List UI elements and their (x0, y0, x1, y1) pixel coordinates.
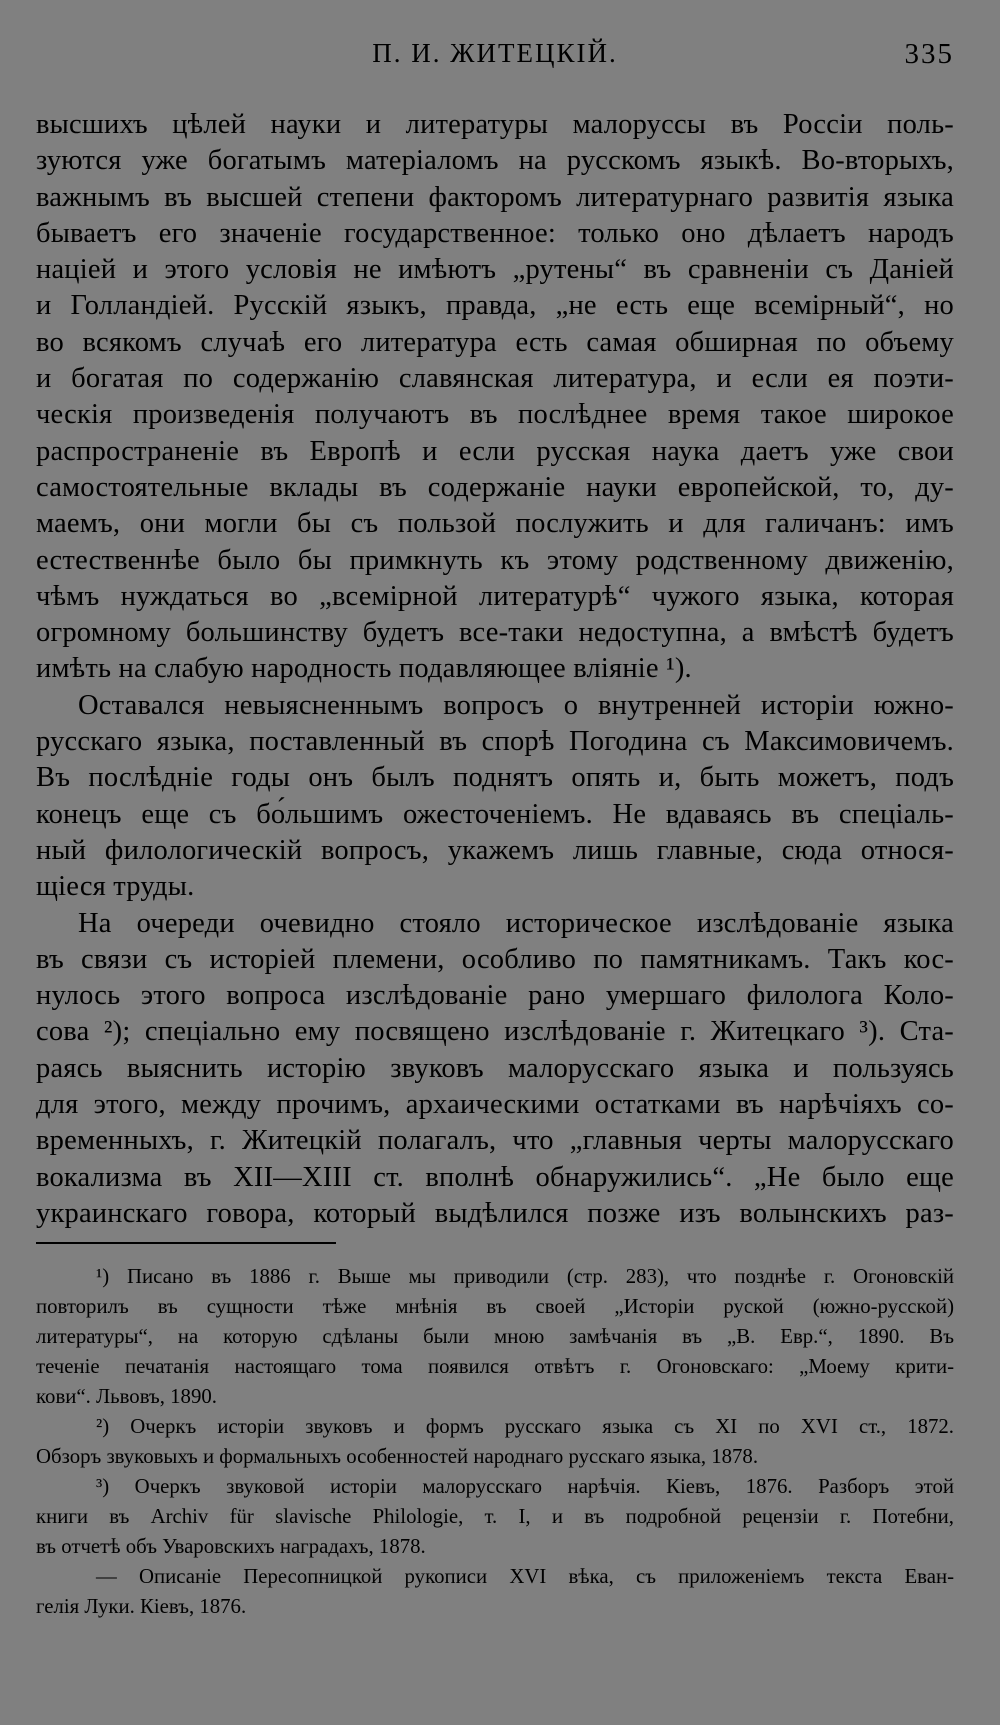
text-line: щіеся труды. (36, 871, 195, 903)
body-text (36, 107, 954, 1232)
text-line: конецъ еще съ бо́льшимъ ожесточеніемъ. Не вдаваясь въ спеціаль- (36, 798, 954, 830)
text-line: и богатая по содержанію славянская литература, и если ея поэти- (36, 363, 954, 395)
text-line: націей и этого условія не имѣютъ „рутены“ въ сравненіи съ Даніей (36, 254, 954, 286)
text-line: украинскаго говора, который выдѣлился позже изъ волынскихъ раз- (36, 1197, 954, 1229)
text-line: маемъ, они могли бы съ пользой послужить и для галичанъ: имъ (36, 508, 954, 540)
text-line: раясь выяснить исторію звуковъ малорусскаго языка и пользуясь (36, 1052, 954, 1084)
text-line: высшихъ цѣлей науки и литературы малоруссы въ Россіи поль- (36, 109, 954, 140)
paragraph-1 (36, 107, 954, 688)
footnote-4 (36, 1562, 954, 1622)
text-line: распространеніе въ Европѣ и если русская наука даетъ уже свои (36, 435, 954, 467)
text-line: временныхъ, г. Житецкій полагалъ, что „главныя черты малорусскаго (36, 1125, 954, 1157)
footnote-divider (36, 1242, 336, 1244)
text-line: огромному большинству будетъ все-таки недоступна, а вмѣстѣ будетъ (36, 617, 954, 649)
text-line: въ связи съ исторіей племени, особливо по памятникамъ. Такъ кос- (36, 943, 954, 975)
footnote-line: Обзоръ звуковыхъ и формальныхъ особенностей народнаго русскаго языка, 1878. (36, 1445, 759, 1469)
text-line: сова ²); спеціально ему посвящено изслѣдованіе г. Житецкаго ³). Ста- (36, 1016, 954, 1048)
footnote-line: ³) Очеркъ звуковой исторіи малорусскаго нарѣчія. Кіевъ, 1876. Разборъ этой (96, 1475, 954, 1499)
text-line: вокализма въ XII—XIII ст. вполнѣ обнаружились“. „Не было еще (36, 1161, 954, 1193)
paragraph-2 (36, 688, 954, 906)
footnote-line: въ отчетѣ объ Уваровскихъ наградахъ, 1878. (36, 1535, 426, 1559)
footnote-line: книги въ Archiv für slavische Philologie, т. I, и въ подробной рецензіи г. Потебни, (36, 1505, 954, 1529)
page-header (36, 38, 954, 78)
text-line: бываетъ его значеніе государственное: только оно дѣлаетъ народъ (36, 217, 954, 249)
footnote-line: ²) Очеркъ исторіи звуковъ и формъ русскаго языка съ XI по XVI ст., 1872. (96, 1415, 954, 1439)
text-line: Оставался невыясненнымъ вопросъ о внутренней исторіи южно- (78, 689, 954, 721)
text-line: и Голландіей. Русскій языкъ, правда, „не есть еще всемірный“, но (36, 290, 954, 322)
text-line: Въ послѣдніе годы онъ былъ поднятъ опять и, быть можетъ, подъ (36, 762, 954, 794)
footnote-2 (36, 1412, 954, 1472)
text-line: самостоятельные вклады въ содержаніе науки европейской, то, ду- (36, 471, 954, 503)
text-line: нулось этого вопроса изслѣдованіе рано умершаго филолога Коло- (36, 980, 954, 1012)
footnotes (36, 1262, 954, 1622)
footnote-3 (36, 1472, 954, 1562)
footnote-line: литературы“, на которую сдѣланы были мною замѣчанія въ „В. Евр.“, 1890. Въ (36, 1325, 954, 1349)
book-page (36, 38, 954, 1622)
footnote-line: ¹) Писано въ 1886 г. Выше мы приводили (стр. 283), что позднѣе г. Огоновскій (96, 1265, 954, 1289)
text-line: На очереди очевидно стояло историческое изслѣдованіе языка (78, 907, 954, 939)
text-line: для этого, между прочимъ, архаическими остатками въ нарѣчіяхъ со- (36, 1089, 954, 1121)
text-line: имѣть на слабую народность подавляющее вліяніе ¹). (36, 653, 692, 685)
text-line: ный филологическій вопросъ, укажемъ лишь главные, сюда относя- (36, 834, 954, 866)
text-line: ческія произведенія получаютъ въ послѣднее время такое широкое (36, 399, 954, 431)
text-line: во всякомъ случаѣ его литература есть самая обширная по объему (36, 326, 954, 358)
running-head: П. И. ЖИТЕЦКІЙ. (372, 38, 618, 68)
footnote-line: — Описаніе Пересопницкой рукописи XVI вѣка, съ приложеніемъ текста Еван- (96, 1565, 954, 1589)
footnote-line: гелія Луки. Кіевъ, 1876. (36, 1595, 247, 1619)
footnote-1 (36, 1262, 954, 1412)
footnote-line: кови“. Львовъ, 1890. (36, 1385, 217, 1409)
text-line: естественнѣе было бы примкнуть къ этому родственному движенію, (36, 544, 954, 576)
paragraph-3 (36, 906, 954, 1233)
text-line: чѣмъ нуждаться во „всемірной литературѣ“ чужого языка, которая (36, 580, 954, 612)
text-line: важнымъ въ высшей степени факторомъ литературнаго развитія языка (36, 181, 954, 213)
text-line: зуются уже богатымъ матеріаломъ на русскомъ языкѣ. Во-вторыхъ, (36, 145, 954, 177)
text-line: русскаго языка, поставленный въ спорѣ Погодина съ Максимовичемъ. (36, 726, 954, 758)
footnote-line: повторилъ въ сущности тѣже мнѣнія въ своей „Исторіи руской (южно-русской) (36, 1295, 954, 1319)
footnote-line: теченіе печатанія настоящаго тома появился отвѣтъ г. Огоновскаго: „Моему крити- (36, 1355, 954, 1379)
page-number: 335 (904, 38, 954, 70)
